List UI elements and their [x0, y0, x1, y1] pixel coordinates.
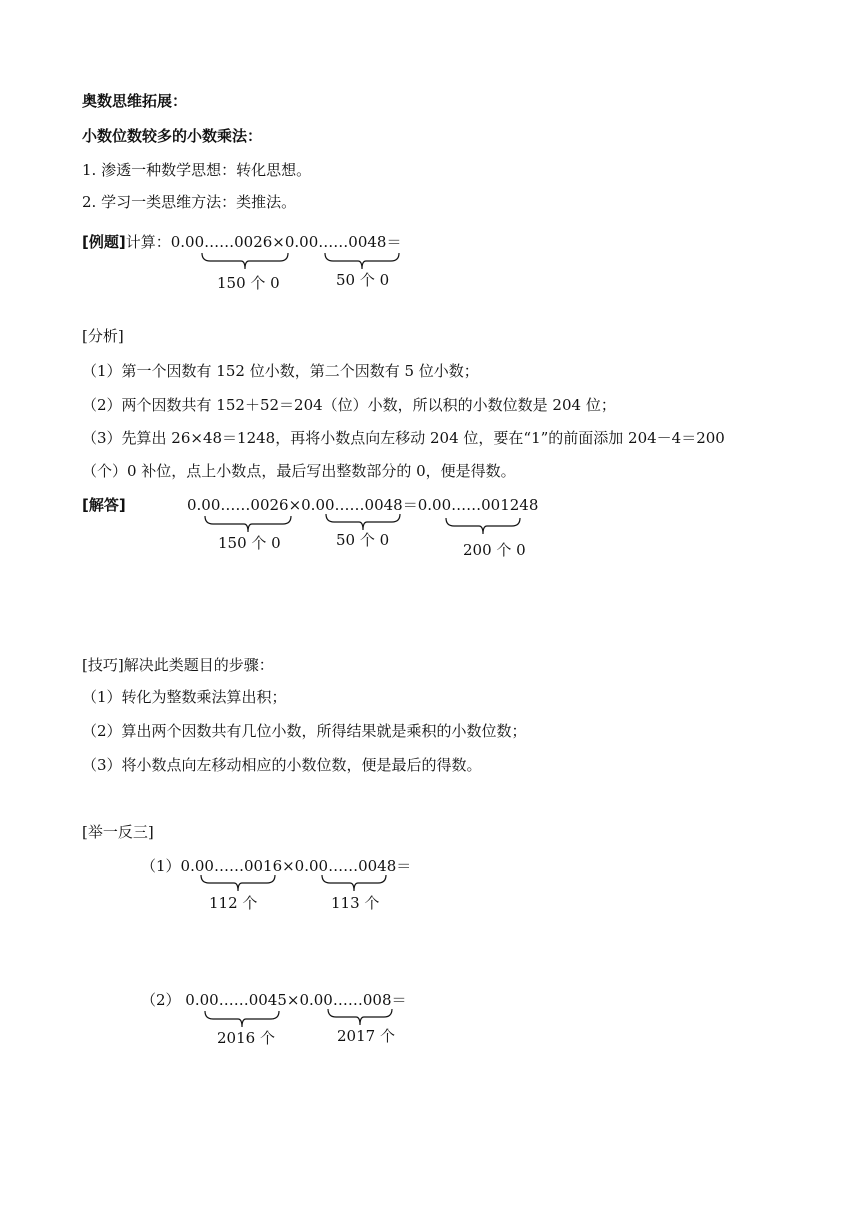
analysis-line-2: （2）两个因数共有 152＋52＝204（位）小数，所以积的小数位数是 204 位； — [82, 396, 616, 414]
practice-2-brace-label-1: 2016 个 — [217, 1029, 275, 1047]
answer-brace-3 — [444, 516, 524, 538]
answer-brace-label-3: 200 个 0 — [463, 541, 526, 559]
heading-olympiad: 奥数思维拓展： — [82, 92, 188, 110]
example-expression: 0.00……0026×0.00……0048＝ — [170, 233, 402, 251]
tips-line-3: （3）将小数点向左移动相应的小数位数，便是最后的得数。 — [82, 756, 482, 774]
tips-line — [82, 655, 274, 675]
practice-title: [举一反三] — [82, 823, 154, 841]
practice-2-brace-label-2: 2017 个 — [337, 1027, 395, 1045]
practice-1-brace-2 — [320, 873, 390, 895]
analysis-line-3: （3）先算出 26×48＝1248，再将小数点向左移动 204 位，要在“1”的前面添加 204－4＝200 — [82, 429, 725, 447]
answer-brace-label-1: 150 个 0 — [218, 534, 281, 552]
answer-brace-label-2: 50 个 0 — [336, 531, 390, 549]
tips-line-2: （2）算出两个因数共有几位小数，所得结果就是乘积的小数位数； — [82, 722, 527, 740]
practice-1-brace-label-2: 113 个 — [331, 894, 380, 912]
practice-1-brace-1 — [199, 873, 279, 895]
analysis-title: [分析] — [82, 327, 124, 345]
tips-intro: 解决此类题目的步骤： — [123, 656, 274, 674]
practice-2-expression: （2） 0.00……0045×0.00……008＝ — [141, 991, 407, 1009]
example-brace-label-1: 150 个 0 — [217, 274, 280, 292]
example-brace-label-2: 50 个 0 — [336, 271, 390, 289]
goal-2: 2. 学习一类思维方法：类推法。 — [82, 193, 297, 211]
analysis-line-4: （个）0 补位，点上小数点，最后写出整数部分的 0，便是得数。 — [82, 462, 516, 480]
practice-1-expression: （1）0.00……0016×0.00……0048＝ — [141, 857, 412, 875]
practice-1-brace-label-1: 112 个 — [209, 894, 258, 912]
example-line — [82, 232, 401, 252]
tips-line-1: （1）转化为整数乘法算出积； — [82, 688, 287, 706]
heading-topic: 小数位数较多的小数乘法： — [82, 127, 263, 145]
tips-tag: [技巧] — [82, 656, 124, 674]
example-brace-1 — [200, 251, 290, 273]
goal-1: 1. 渗透一种数学思想：转化思想。 — [82, 161, 312, 179]
analysis-line-1: （1）第一个因数有 152 位小数，第二个因数有 5 位小数； — [82, 362, 479, 380]
answer-expression: 0.00……0026×0.00……0048＝0.00……001248 — [187, 496, 539, 514]
example-tag: [例题] — [82, 233, 126, 251]
example-prefix: 计算： — [125, 233, 171, 251]
answer-tag: [解答] — [82, 496, 126, 514]
